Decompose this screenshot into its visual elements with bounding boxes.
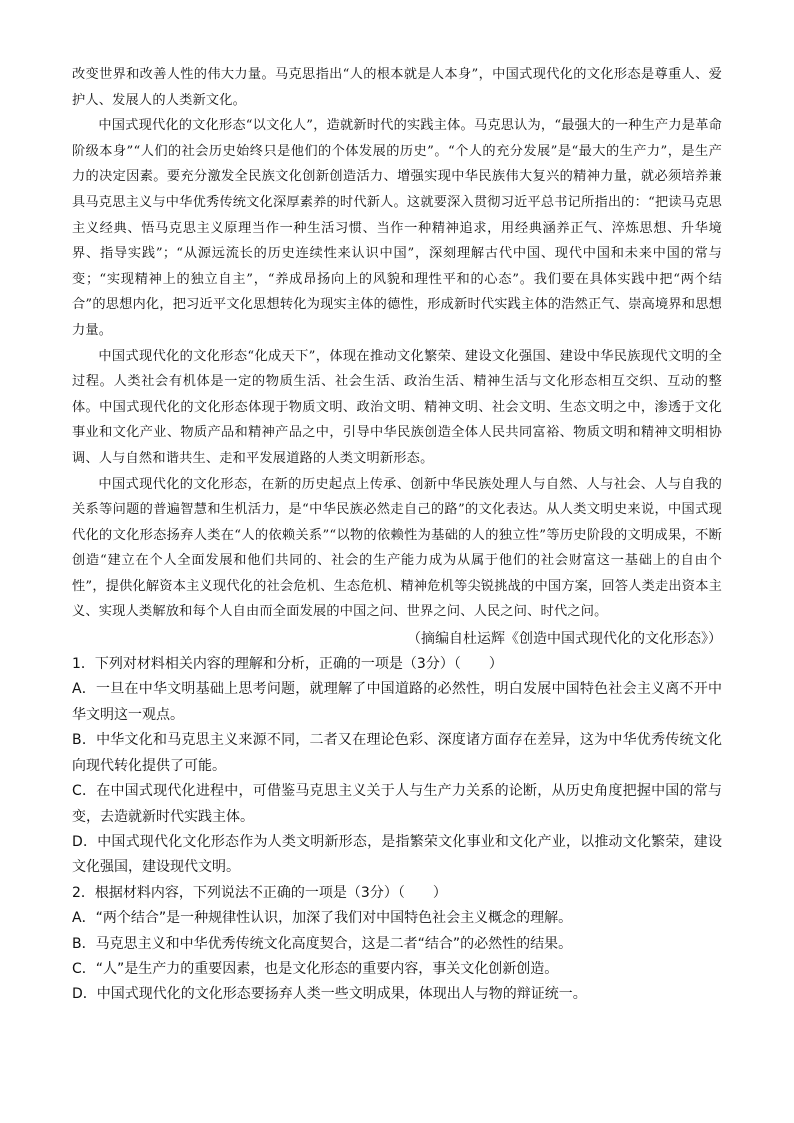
question-1-option-c: C．在中国式现代化进程中，可借鉴马克思主义关于人与生产力关系的论断，从历史角度把握中国的常与变，去造就新时代实践主体。: [72, 783, 722, 825]
question-2-option-b: B．马克思主义和中华优秀传统文化高度契合，这是二者“结合”的必然性的结果。: [72, 935, 573, 952]
question-2-option-a: A．“两个结合”是一种规律性认识，加深了我们对中国特色社会主义概念的理解。: [72, 910, 573, 927]
question-1-option-b: B．中华文化和马克思主义来源不同，二者又在理论色彩、深度诸方面存在差异，这为中华优秀传统文化向现代转化提供了可能。: [72, 732, 722, 774]
question-1-option-a: A．一旦在中华文明基础上思考问题，就理解了中国道路的必然性，明白发展中国特色社会主义离不开中华文明这一观点。: [72, 681, 722, 723]
article-paragraph-3: 中国式现代化的文化形态“化成天下”，体现在推动文化繁荣、建设文化强国、建设中华民族现代文明的全过程。人类社会有机体是一定的物质生活、社会生活、政治生活、精神生活与文化形态相互交织、互动的整体。中国式现代化的文化形态体现于物质文明、政治文明、精神文明、社会文明、生态文明之中，渗透于文化事业和文化产业、物质产品和精神产品之中，引导中华民族创造全体人民共同富裕、物质文明和精神文明相协调、人与自然和谐共生、走和平发展道路的人类文明新形态。: [72, 348, 722, 466]
question-2-option-c: C．“人”是生产力的重要因素，也是文化形态的重要内容，事关文化创新创造。: [72, 960, 559, 977]
question-2-stem: 2．根据材料内容，下列说法不正确的一项是（3分）（ ）: [72, 884, 447, 901]
article-source: （摘编自杜运辉《创造中国式现代化的文化形态》）: [407, 631, 722, 648]
question-1-stem: 1．下列对材料相关内容的理解和分析，正确的一项是（3分）（ ）: [72, 656, 503, 673]
article: [72, 62, 722, 652]
question-2-option-d: D．中国式现代化的文化形态要扬弃人类一些文明成果，体现出人与物的辩证统一。: [72, 986, 587, 1003]
article-paragraph-4: 中国式现代化的文化形态，在新的历史起点上传承、创新中华民族处理人与自然、人与社会、人与自我的关系等问题的普遍智慧和生机活力，是“中华民族必然走自己的路”的文化表达。从人类文明史来说，中国式现代化的文化形态扬弃人类在“人的依赖关系”“以物的依赖性为基础的人的独立性”等历史阶段的文明成果，不断创造“建立在个人全面发展和他们共同的、社会的生产能力成为从属于他们的社会财富这一基础上的自由个性”，提供化解资本主义现代化的社会危机、生态危机、精神危机等尖锐挑战的中国方案，回答人类走出资本主义、实现人类解放和每个人自由而全面发展的中国之问、世界之问、人民之问、时代之问。: [72, 476, 722, 620]
article-paragraph-2: 中国式现代化的文化形态“以文化人”，造就新时代的实践主体。马克思认为，“最强大的一种生产力是革命阶级本身”“人们的社会历史始终只是他们的个体发展的历史”。“个人的充分发展”是“最大的生产力”，是生产力的决定因素。要充分激发全民族文化创新创造活力、增强实现中华民族伟大复兴的精神力量，就必须培养兼具马克思主义与中华优秀传统文化深厚素养的时代新人。这就要深入贯彻习近平总书记所指出的：“把读马克思主义经典、悟马克思主义原理当作一种生活习惯、当作一种精神追求，用经典涵养正气、淬炼思想、升华境界、指导实践”；“从源远流长的历史连续性来认识中国”，深刻理解古代中国、现代中国和未来中国的常与变；“实现精神上的独立自主”，“养成昂扬向上的风貌和理性平和的心态”。我们要在具体实践中把“两个结合”的思想内化，把习近平文化思想转化为现实主体的德性，形成新时代实践主体的浩然正气、崇高境界和思想力量。: [72, 118, 722, 338]
question-1-option-d: D．中国式现代化文化形态作为人类文明新形态，是指繁荣文化事业和文化产业，以推动文化繁荣，建设文化强国，建设现代文明。: [72, 833, 722, 876]
question-1: [72, 652, 722, 881]
article-paragraph-1: 改变世界和改善人性的伟大力量。马克思指出“人的根本就是人本身”，中国式现代化的文化形态是尊重人、爱护人、发展人的人类新文化。: [72, 67, 722, 108]
question-2: [72, 881, 722, 1008]
